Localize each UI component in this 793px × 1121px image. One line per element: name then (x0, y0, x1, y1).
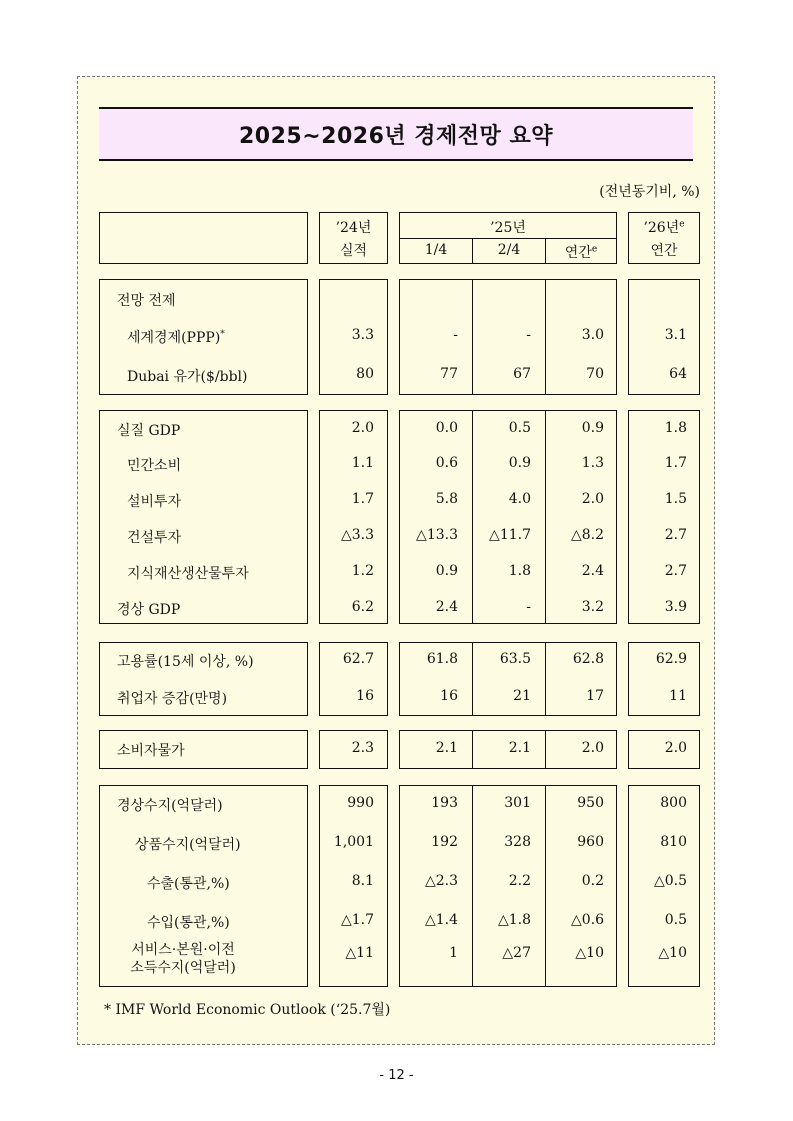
title-banner (99, 107, 693, 161)
value-cell: △0.5 (653, 873, 687, 889)
header-24-box (319, 212, 388, 264)
value-cell: 800 (660, 795, 687, 811)
header-26-box (628, 212, 700, 264)
value-cell: 1.2 (351, 563, 374, 579)
value-cell: - (526, 327, 531, 343)
value-cell: 3.1 (664, 327, 687, 343)
header-24-bottom: 실적 (339, 243, 368, 259)
value-cell: △1.4 (424, 912, 458, 928)
value-cell: △27 (502, 945, 531, 961)
header-25-box (399, 212, 617, 264)
section-1-box-25 (399, 410, 617, 624)
row-label: 건설투자 (127, 530, 182, 546)
footnote: * IMF World Economic Outlook (‘25.7월) (104, 1002, 391, 1018)
value-cell: 62.8 (572, 651, 604, 667)
value-cell: - (453, 327, 458, 343)
value-cell: 2.3 (351, 740, 374, 756)
value-cell: 0.9 (508, 455, 531, 471)
value-cell: △8.2 (570, 527, 604, 543)
row-label: 경상수지(억달러) (117, 798, 223, 814)
header-24-top: ’24년 (335, 220, 372, 236)
value-cell: 950 (577, 795, 604, 811)
value-cell: 16 (440, 688, 458, 704)
value-cell: 1.3 (581, 455, 604, 471)
value-cell: △3.3 (340, 527, 374, 543)
row-label: 서비스·본원·이전 소득수지(억달러) (130, 942, 236, 976)
value-cell: 5.8 (435, 491, 458, 507)
row-label: 상품수지(억달러) (135, 837, 241, 853)
value-cell: 0.5 (508, 420, 531, 436)
value-cell: 328 (504, 834, 531, 850)
row-label: 수출(통관,%) (147, 876, 230, 892)
row-label: 고용률(15세 이상, %) (117, 654, 254, 670)
section-1-sep2 (545, 410, 546, 624)
value-cell: 62.7 (342, 651, 374, 667)
row-label: 설비투자 (127, 494, 182, 510)
value-cell: 0.6 (435, 455, 458, 471)
row-label: Dubai 유가($/bbl) (127, 369, 248, 385)
value-cell: 11 (669, 688, 687, 704)
value-cell: 2.0 (581, 740, 604, 756)
header-25-top: ’25년 (490, 220, 526, 236)
value-cell: 1.8 (664, 420, 687, 436)
header-25-q1: 1/4 (424, 242, 448, 258)
row-label: 수입(통관,%) (147, 915, 230, 931)
value-cell: 61.8 (426, 651, 458, 667)
value-cell: 2.0 (581, 491, 604, 507)
section-1-box-26 (628, 410, 700, 624)
section-1-sep1 (472, 410, 473, 624)
unit-note: (전년동기비, %) (599, 184, 700, 200)
page-title: 2025~2026년 경제전망 요약 (239, 123, 553, 149)
value-cell: 8.1 (351, 873, 374, 889)
row-label: 민간소비 (127, 458, 182, 474)
value-cell: 2.4 (435, 599, 458, 615)
header-25-annual: 연간$^e$ (564, 244, 598, 261)
row-label: 취업자 증감(만명) (117, 691, 228, 707)
value-cell: △10 (575, 945, 604, 961)
value-cell: 70 (586, 366, 604, 382)
row-label: 지식재산생산물투자 (127, 566, 249, 582)
value-cell: 193 (431, 795, 458, 811)
value-cell: 64 (669, 366, 687, 382)
section-1-box-label (99, 410, 308, 624)
value-cell: 62.9 (655, 651, 687, 667)
value-cell: 810 (660, 834, 687, 850)
value-cell: △1.7 (340, 912, 374, 928)
row-label: 경상 GDP (117, 602, 181, 618)
value-cell: 0.0 (435, 420, 458, 436)
value-cell: △11.7 (489, 527, 531, 543)
value-cell: △1.8 (497, 912, 531, 928)
value-cell: 1 (449, 945, 458, 961)
value-cell: - (526, 599, 531, 615)
value-cell: 1.7 (351, 491, 374, 507)
value-cell: 0.9 (581, 420, 604, 436)
value-cell: △10 (658, 945, 687, 961)
value-cell: 3.2 (581, 599, 604, 615)
value-cell: 2.1 (435, 740, 458, 756)
value-cell: △11 (345, 945, 374, 961)
value-cell: 6.2 (351, 599, 374, 615)
value-cell: 1.5 (664, 491, 687, 507)
row-label: 세계경제(PPP)* (127, 329, 225, 346)
header-label-box (99, 212, 308, 264)
value-cell: 21 (513, 688, 531, 704)
value-cell: 4.0 (508, 491, 531, 507)
value-cell: 1.8 (508, 563, 531, 579)
value-cell: △13.3 (416, 527, 458, 543)
value-cell: 301 (504, 795, 531, 811)
header-26-top: ’26년$^e$ (643, 219, 685, 236)
value-cell: 960 (577, 834, 604, 850)
value-cell: 1,001 (333, 834, 374, 850)
value-cell: 16 (356, 688, 374, 704)
value-cell: 990 (347, 795, 374, 811)
header-25-q2: 2/4 (497, 242, 521, 258)
value-cell: 3.0 (581, 327, 604, 343)
value-cell: 2.0 (664, 740, 687, 756)
value-cell: 2.4 (581, 563, 604, 579)
value-cell: 3.3 (351, 327, 374, 343)
value-cell: 2.7 (664, 563, 687, 579)
header-25-divider (400, 238, 616, 239)
value-cell: 0.2 (581, 873, 604, 889)
value-cell: 2.7 (664, 527, 687, 543)
value-cell: 0.5 (664, 912, 687, 928)
value-cell: 17 (586, 688, 604, 704)
value-cell: 63.5 (499, 651, 531, 667)
value-cell: △2.3 (424, 873, 458, 889)
row-label: 실질 GDP (117, 423, 181, 439)
value-cell: 77 (440, 366, 458, 382)
row-label: 소비자물가 (117, 743, 185, 759)
value-cell: △0.6 (570, 912, 604, 928)
value-cell: 80 (356, 366, 374, 382)
value-cell: 192 (431, 834, 458, 850)
section-1-box-24 (319, 410, 388, 624)
row-label: 전망 전제 (117, 293, 176, 309)
value-cell: 67 (513, 366, 531, 382)
value-cell: 3.9 (664, 599, 687, 615)
value-cell: 2.1 (508, 740, 531, 756)
value-cell: 1.7 (664, 455, 687, 471)
value-cell: 1.1 (351, 455, 374, 471)
value-cell: 2.0 (351, 420, 374, 436)
header-26-bottom: 연간 (650, 243, 678, 259)
value-cell: 0.9 (435, 563, 458, 579)
value-cell: 2.2 (508, 873, 531, 889)
page-number: - 12 - (379, 1068, 414, 1083)
